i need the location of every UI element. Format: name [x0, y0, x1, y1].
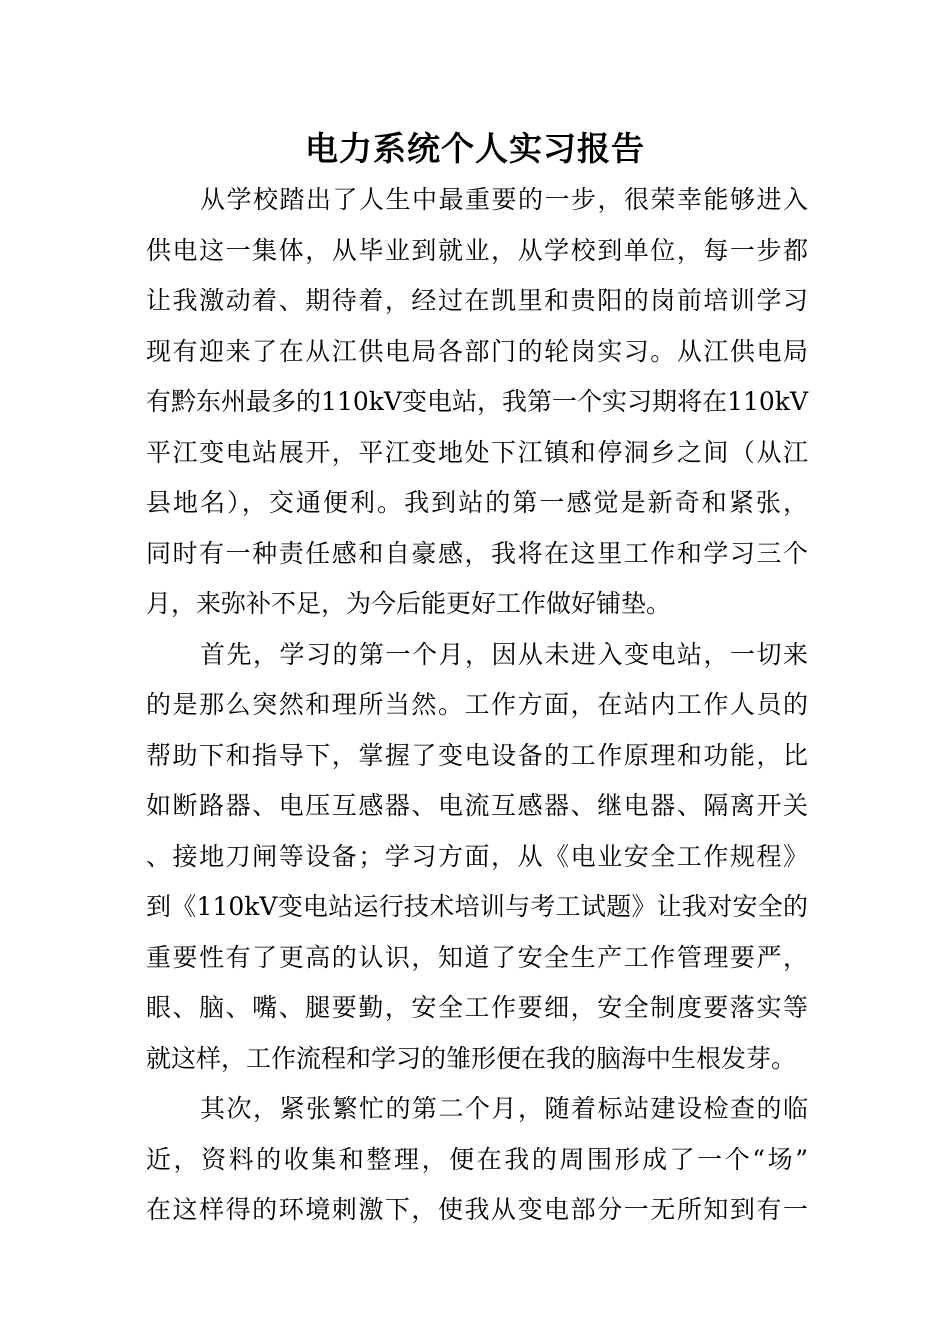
paragraph-line: 月，来弥补不足，为今后能更好工作做好铺垫。	[146, 589, 672, 618]
document-title: 电力系统个人实习报告	[305, 129, 645, 168]
document-body	[146, 175, 808, 1236]
paragraph-line: 其次，紧张繁忙的第二个月，随着标站建设检查的临	[200, 1094, 808, 1123]
paragraph-line: 近，资料的收集和整理，便在我的周围形成了一个“场”	[146, 1144, 808, 1174]
paragraph-line: 重要性有了更高的认识，知道了安全生产工作管理要严，	[146, 942, 808, 972]
paragraph-line: 现有迎来了在从江供电局各部门的轮岗实习。从江供电局	[146, 336, 808, 366]
paragraph-line: 帮助下和指导下，掌握了变电设备的工作原理和功能，比	[146, 740, 808, 770]
paragraph-line: 平江变电站展开，平江变地处下江镇和停洞乡之间（从江	[146, 437, 808, 467]
paragraph-line: 从学校踏出了人生中最重要的一步，很荣幸能够进入	[200, 185, 808, 214]
paragraph-line: 如断路器、电压互感器、电流互感器、继电器、隔离开关	[146, 791, 808, 820]
paragraph-line: 到《110kV变电站运行技术培训与考工试题》让我对安全的	[146, 892, 808, 921]
paragraph-line: 就这样，工作流程和学习的雏形便在我的脑海中生根发芽。	[146, 1043, 797, 1073]
paragraph-line: 在这样得的环境刺激下，使我从变电部分一无所知到有一	[146, 1195, 808, 1224]
paragraph-line: 供电这一集体，从毕业到就业，从学校到单位，每一步都	[146, 235, 808, 265]
paragraph-line: 同时有一种责任感和自豪感，我将在这里工作和学习三个	[146, 538, 808, 568]
paragraph-line: 、接地刀闸等设备；学习方面，从《电业安全工作规程》	[146, 841, 808, 871]
paragraph-line: 有黔东州最多的110kV变电站，我第一个实习期将在110kV	[146, 387, 808, 416]
paragraph-line: 首先，学习的第一个月，因从未进入变电站，一切来	[200, 639, 808, 669]
paragraph-line: 眼、脑、嘴、腿要勤，安全工作要细，安全制度要落实等	[146, 993, 808, 1022]
paragraph-line: 的是那么突然和理所当然。工作方面，在站内工作人员的	[146, 690, 808, 719]
paragraph-line: 县地名），交通便利。我到站的第一感觉是新奇和紧张，	[146, 488, 808, 517]
paragraph-line: 让我激动着、期待着，经过在凯里和贵阳的岗前培训学习	[146, 286, 808, 315]
